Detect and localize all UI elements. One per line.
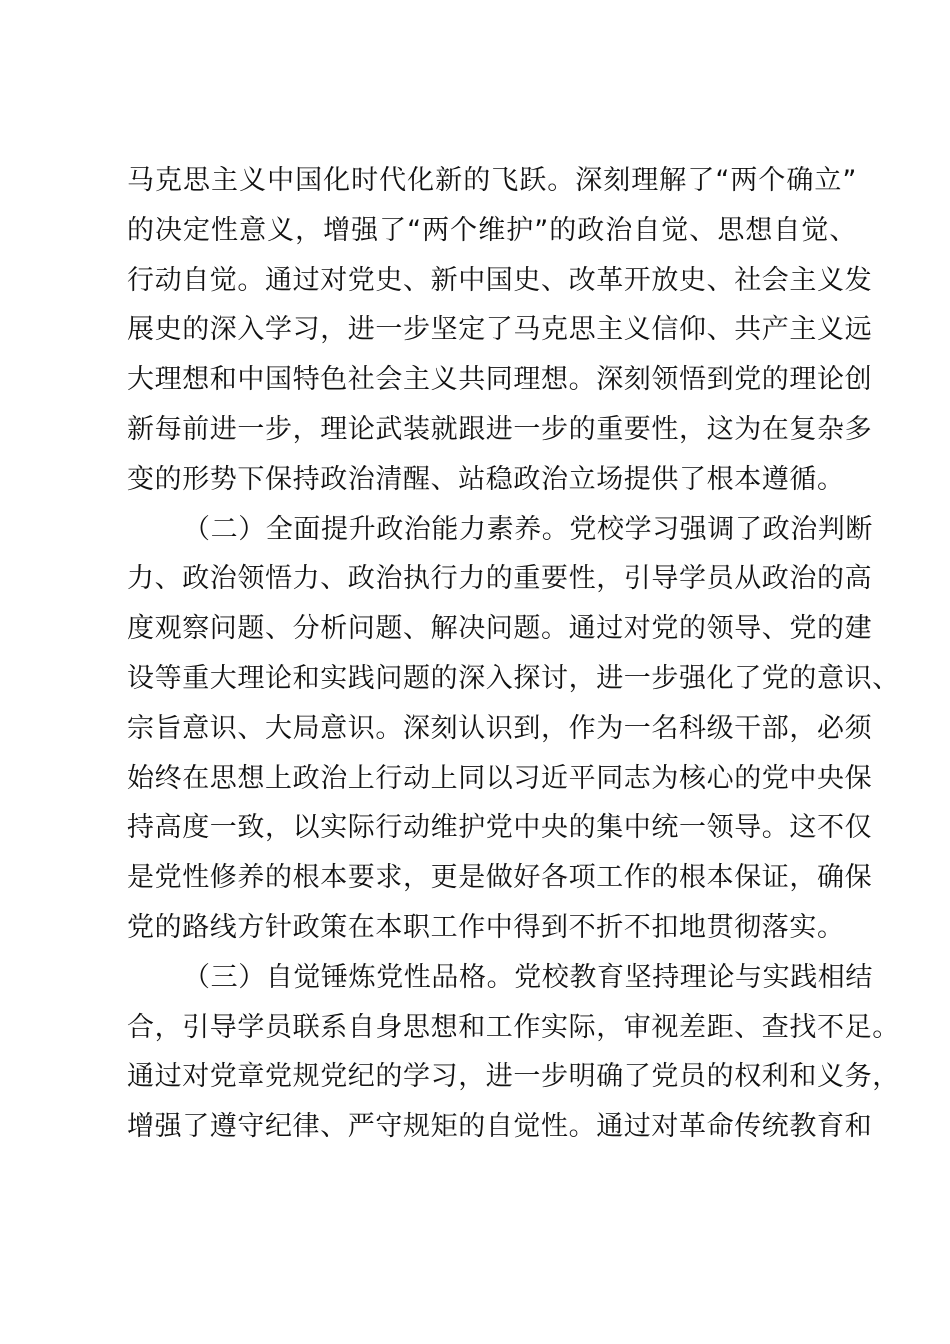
paragraph-line: 增强了遵守纪律、严守规矩的自觉性。通过对革命传统教育和	[127, 1111, 873, 1143]
document-body	[127, 156, 900, 1152]
paragraph-line: 展史的深入学习，进一步坚定了马克思主义信仰、共产主义远	[127, 314, 873, 346]
paragraph-line: 大理想和中国特色社会主义共同理想。深刻领悟到党的理论创	[127, 364, 873, 396]
paragraph-line: 党的路线方针政策在本职工作中得到不折不扣地贯彻落实。	[127, 911, 845, 943]
paragraph-line: 马克思主义中国化时代化新的飞跃。深刻理解了“两个确立”	[127, 165, 857, 196]
paragraph-line: 力、政治领悟力、政治执行力的重要性，引导学员从政治的高	[127, 563, 873, 595]
paragraph-line: 设等重大理论和实践问题的深入探讨，进一步强化了党的意识、	[127, 662, 900, 694]
paragraph-line: 行动自觉。通过对党史、新中国史、改革开放史、社会主义发	[127, 264, 873, 296]
paragraph-line: 宗旨意识、大局意识。深刻认识到，作为一名科级干部，必须	[127, 712, 873, 744]
paragraph-heading-line: （三）自觉锤炼党性品格。党校教育坚持理论与实践相结	[183, 961, 873, 993]
paragraph-line: 变的形势下保持政治清醒、站稳政治立场提供了根本遵循。	[127, 463, 845, 495]
paragraph-line: 持高度一致，以实际行动维护党中央的集中统一领导。这不仅	[127, 812, 873, 844]
paragraph-heading-line: （二）全面提升政治能力素养。党校学习强调了政治判断	[183, 513, 873, 545]
paragraph-3	[127, 953, 900, 1152]
paragraph-line: 度观察问题、分析问题、解决问题。通过对党的领导、党的建	[127, 613, 873, 645]
paragraph-line: 始终在思想上政治上行动上同以习近平同志为核心的党中央保	[127, 762, 873, 794]
paragraph-line: 是党性修养的根本要求，更是做好各项工作的根本保证，确保	[127, 862, 873, 894]
paragraph-line: 新每前进一步，理论武装就跟进一步的重要性，这为在复杂多	[127, 413, 873, 445]
paragraph-line: 通过对党章党规党纪的学习，进一步明确了党员的权利和义务，	[127, 1061, 900, 1093]
paragraph-line: 合，引导学员联系自身思想和工作实际，审视差距、查找不足。	[127, 1011, 900, 1043]
paragraph-line: 的决定性意义，增强了“两个维护”的政治自觉、思想自觉、	[127, 214, 857, 246]
paragraph-2	[127, 505, 900, 953]
paragraph-1	[127, 156, 873, 505]
